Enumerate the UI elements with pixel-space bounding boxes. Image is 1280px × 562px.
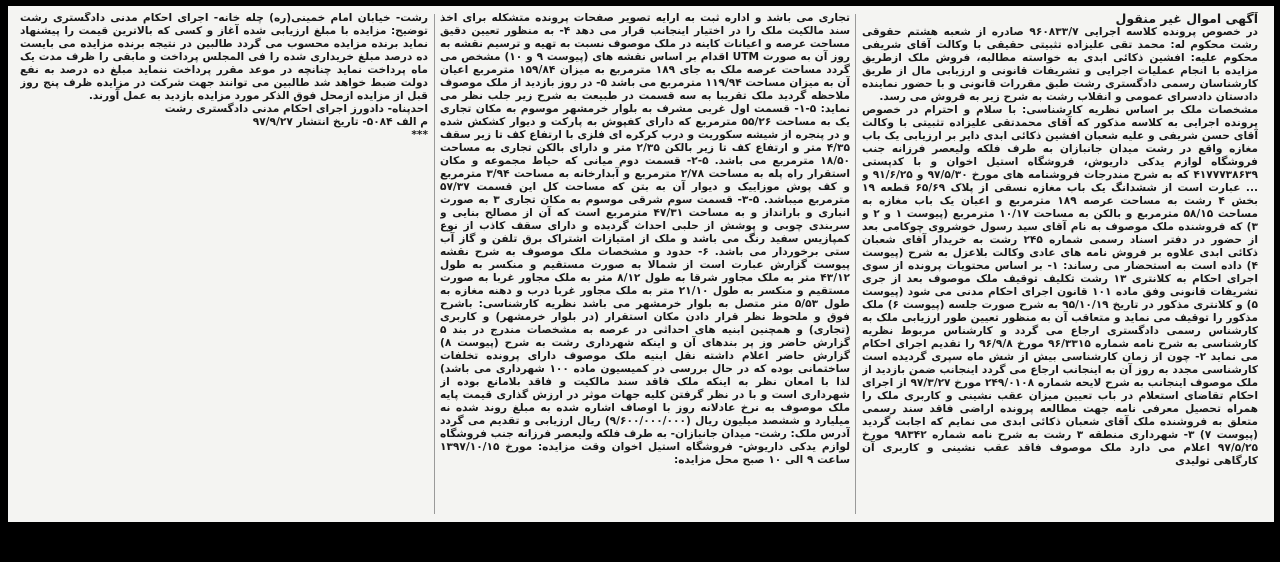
notice-reference: م الف ۵۰۸۴- تاریخ انتشار ۹۷/۹/۲۷ — [252, 116, 428, 128]
notice-column-right — [862, 12, 1258, 520]
bottom-black-band — [0, 526, 1280, 562]
notice-column-left — [20, 12, 428, 202]
notice-title: آگهی اموال غیر منقول — [1115, 12, 1258, 26]
notice-paragraph: در خصوص پرونده کلاسه اجرایی ۹۶۰۸۳۳/۷ صادره از شعبه هشتم حقوقی رشت محکوم له: محمد تقی علیزاده تثبیتی حقیقی با وکالت آقای شریفی محکوم علیه: افشین ذکائی ابدی به خواسته مطالبه، فروش ملک ازطریق مزایده با انجام عملیات اجرایی و تشریفات قانونی و ارزیابی مال از طریق کارشناسان رسمی دادگستری رشت طبق مقررات قانونی و با حضور نماینده دادستان دادسرای عمومی و انقلاب رشت به شرح زیر به فروش می رسد. — [862, 26, 1258, 103]
notice-end-mark: *** — [411, 129, 428, 141]
notice-paragraph: رشت- خیابان امام خمینی(ره) چله خانه- اجرای احکام مدنی دادگستری رشت توضیح: مزایده با مبلغ ارزیابی شده آغاز و کسی که بالاترین قیمت را پیشنهاد نماید برنده مزایده محسوب می گردد طالبین در نتیجه برنده مزایده می بایست ده درصد مبلغ خریداری شده را فی المجلس پرداخت و مابقی را ظرف مدت یک ماه پرداخت نماید چنانچه در موعد مقرر پرداخت ننماید مبلغ ده درصد به نفع دولت ضبط خواهد شد طالبین می توانند جهت شرکت در مزایده ظرف پنج روز قبل از مزایده ازمحل فوق الذکر مورد مزایده بازدید به عمل آورند. — [20, 12, 428, 102]
column-divider — [434, 14, 435, 514]
notice-paragraph: تجاری می باشد و اداره ثبت به ارایه تصویر صفحات پرونده متشکله برای اخذ سند مالکیت ملک را در اختیار اینجانب قرار می دهد ۴- به منظور تعیین دقیق مساحت عرصه و اعیانات کاینه در ملک موصوف نسبت به تهیه و ترسیم نقشه به روز آن به صورت UTM اقدام بر اساس نقشه های (پیوست ۹ و ۱۰) مشخص می گردد مساحت عرصه ملک به جای ۱۸۹ مترمربع به میزان ۱۵۹/۸۴ مترمربع اعیان آن به میزان مساحت ۱۱۹/۹۴ مترمربع می باشد ۵- در روز بازدید از ملک موصوف ملاحظه گردید ملک تقریبا به سه قسمت در طبیعت به شرح زیر جلب نظر می نماید: ۵-۱- قسمت اول غربی مشرف به بلوار خرمشهر موسوم به مکان تجاری یک به مساحت ۵۵/۲۶ مترمربع که دارای کفپوش به پارکت و دیوار کشکش شده و در پنجره از شیشه سکوریت و درب کرکره ای فلزی با ارتفاع کف تا زیر سقف ۴/۳۵ متر و ارتفاع کف تا زیر بالکن ۲/۳۵ متر و دارای بالکن تجاری به مساحت ۱۸/۵۰ مترمربع می باشد. ۵-۲- قسمت دوم میانی که حیاط مجموعه و مکان استقرار راه پله به مساحت ۲/۷۸ مترمربع و آبدارخانه به مساحت ۳/۹۴ مترمربع و کف پوش موزاییک و دیوار آن به بتن که مساحت کل این قسمت ۵۷/۳۷ مترمربع میباشد. ۵-۳- قسمت سوم شرقی موسوم به مکان تجاری ۳ به صورت انباری و بارانداز و به مساحت ۴۷/۳۱ مترمربع است که آن از مصالح بنایی و سربندی چوبی و پوشش از حلبی احداث گردیده و دارای سقف کاذب از نوع کمپازیس سفید رنگ می باشد و ملک از امتیازات اشتراک برق تلفن و گاز آب ستی برخوردار می باشد. ۶- حدود و مشخصات ملک موصوف به شرح نقشه پیوست گزارش عبارت است از شمالا به صورت مستقیم و منکسر به طول ۴۳/۱۲ متر به ملک مجاور شرقا به طول ۸/۱۲ متر به ملک مجاور غربا به صورت مستقیم و منکسر به طول ۲۱/۱۰ متر به ملک مجاور غربا درب و دهنه مغازه به طول ۵/۵۳ متر متصل به بلوار خرمشهر می باشد نظریه کارشناسی: باشرح فوق و ملحوظ نظر قرار دادن مکان استقرار (در بلوار خرمشهر) و کاربری (تجاری) و همچنین ابنیه های احداثی در عرصه به مشخصات مندرج در بند ۵ گزارش حاضر وز پر بندهای آن و اینکه شهرداری رشت به شرح (پیوست ۸) گزارش حاضر اعلام داشته نقل ابنیه ملک موصوف دارای پرونده تخلفات ساختمانی بوده که در حال بررسی در کمیسیون ماده ۱۰۰ شهرداری می باشد) لذا با امعان نظر به اینکه ملک فاقد سند مالکیت و فاقد بلامانع بوده از شهرداری است و با در نظر گرفتن کلیه جهات موثر در ارزش گذاری قیمت پایه ملک موصوف به نرخ عادلانه روز با اوصاف اشاره شده به مبلغ روند شده نه میلیارد و ششصد میلیون ریال (۹/۶۰۰/۰۰۰/۰۰۰) ریال ارزیابی و تقدیم می گردد آدرس ملک: رشت- میدان جانبازان- به طرف فلکه ولیعصر فرزانه جنب فروشگاه لوازم یدکی داریوش- فروشگاه استیل اخوان وقت مزایده: مورخ ۱۳۹۷/۱۰/۱۵ ساعت ۹ الی ۱۰ صبح محل مزایده: — [440, 12, 850, 466]
notice-column-middle — [440, 12, 850, 520]
newspaper-clipping — [8, 6, 1274, 522]
column-divider — [855, 14, 856, 514]
notice-paragraph: مشخصات ملک بر اساس نظریه کارشناسی: با سلام و احترام در خصوص پرونده اجرایی به کلاسه مذکور که آقای محمدتقی علیزاده تثبیتی با وکالت آقای حسن شریفی و علیه شعبان افشین ذکائی ابدی دایر بر ارزیابی یک باب مغازه واقع در رشت میدان جانبازان به طرف فلکه ولیعصر فرزانه جنب فروشگاه لوازم یدکی داریوش، فروشگاه استیل اخوان و با کدپستی ۴۱۷۷۷۳۸۶۳۹ که به شرح مندرجات فروشنامه های مورخ ۹۷/۵/۳۰ و ۹۱/۶/۲۵ و ... عبارت است از ششدانگ یک باب مغازه نسقی از پلاک ۶۵/۶۹ قطعه ۱۹ بخش ۴ رشت به مساحت عرصه ۱۸۹ مترمربع و اعیان یک باب مغازه به مساحت ۵۸/۱۵ مترمربع و بالکن به مساحت ۱۰/۱۷ مترمربع (پیوست ۱ و ۲ و ۳) که فروشنده ملک موصوف به نام آقای سید رسول خوشروی چوکامی بعد از حضور در دفتر اسناد رسمی شماره ۲۴۵ رشت به خریدار آقای شعبان ذکائی ابدی علاوه بر فروش نامه های عادی وکالت بلاعزل به شرح (پیوست ۴) داده است به استحضار می رساند: ۱- بر اساس محتویات پرونده از سوی اجرای احکام به کلانتری ۱۳ رشت تکلیف توقیف ملک موصوف بعد از جری تشریفات قانونی وفق ماده ۱۰۱ قانون اجرای احکام مدنی می شود (پیوست ۵) و کلانتری مذکور در تاریخ ۹۵/۱۰/۱۹ به شرح صورت جلسه (پیوست ۶) ملک مذکور را توقیف می نماید و متعاقب آن به منظور تعیین طور ارزیابی ملک به کارشناس رسمی دادگستری ارجاع می گردد و کارشناس مربوط نظریه کارشناسی به شرح نامه شماره ۹۶/۳۳۱۵ مورخ ۹۶/۹/۸ را تقدیم اجرای احکام می نماید ۲- چون از زمان کارشناسی بیش از شش ماه سپری گردیده است کارشناسی مجدد به روز آن به اینجانب ارجاع می گردد اینجانب ضمن بازدید از ملک موصوف اینجانب به شرح لایحه شماره ۲۴۹/۰۱۰۸ مورخ ۹۷/۳/۲۷ از اجرای احکام تقاضای استعلام در باب تعیین میزان عقب نشینی و کاربری ملک را همراه تحصیل معرفی نامه جهت مطالعه پرونده اراضی فاقد سند رسمی متعلق به فروشنده ملک آقای شعبان ذکائی ابدی می نمایم که اجابت گردید (پیوست ۷) ۳- شهرداری منطقه ۳ رشت به شرح نامه شماره ۹۸۳۴۲ مورخ ۹۷/۵/۲۵ اعلام می دارد ملک موصوف فاقد عقب نشینی و کاربری آن کارگاهی تولیدی — [862, 104, 1258, 467]
notice-signature: احدپناه- دادورز اجرای احکام مدنی دادگستری رشت — [164, 103, 428, 115]
